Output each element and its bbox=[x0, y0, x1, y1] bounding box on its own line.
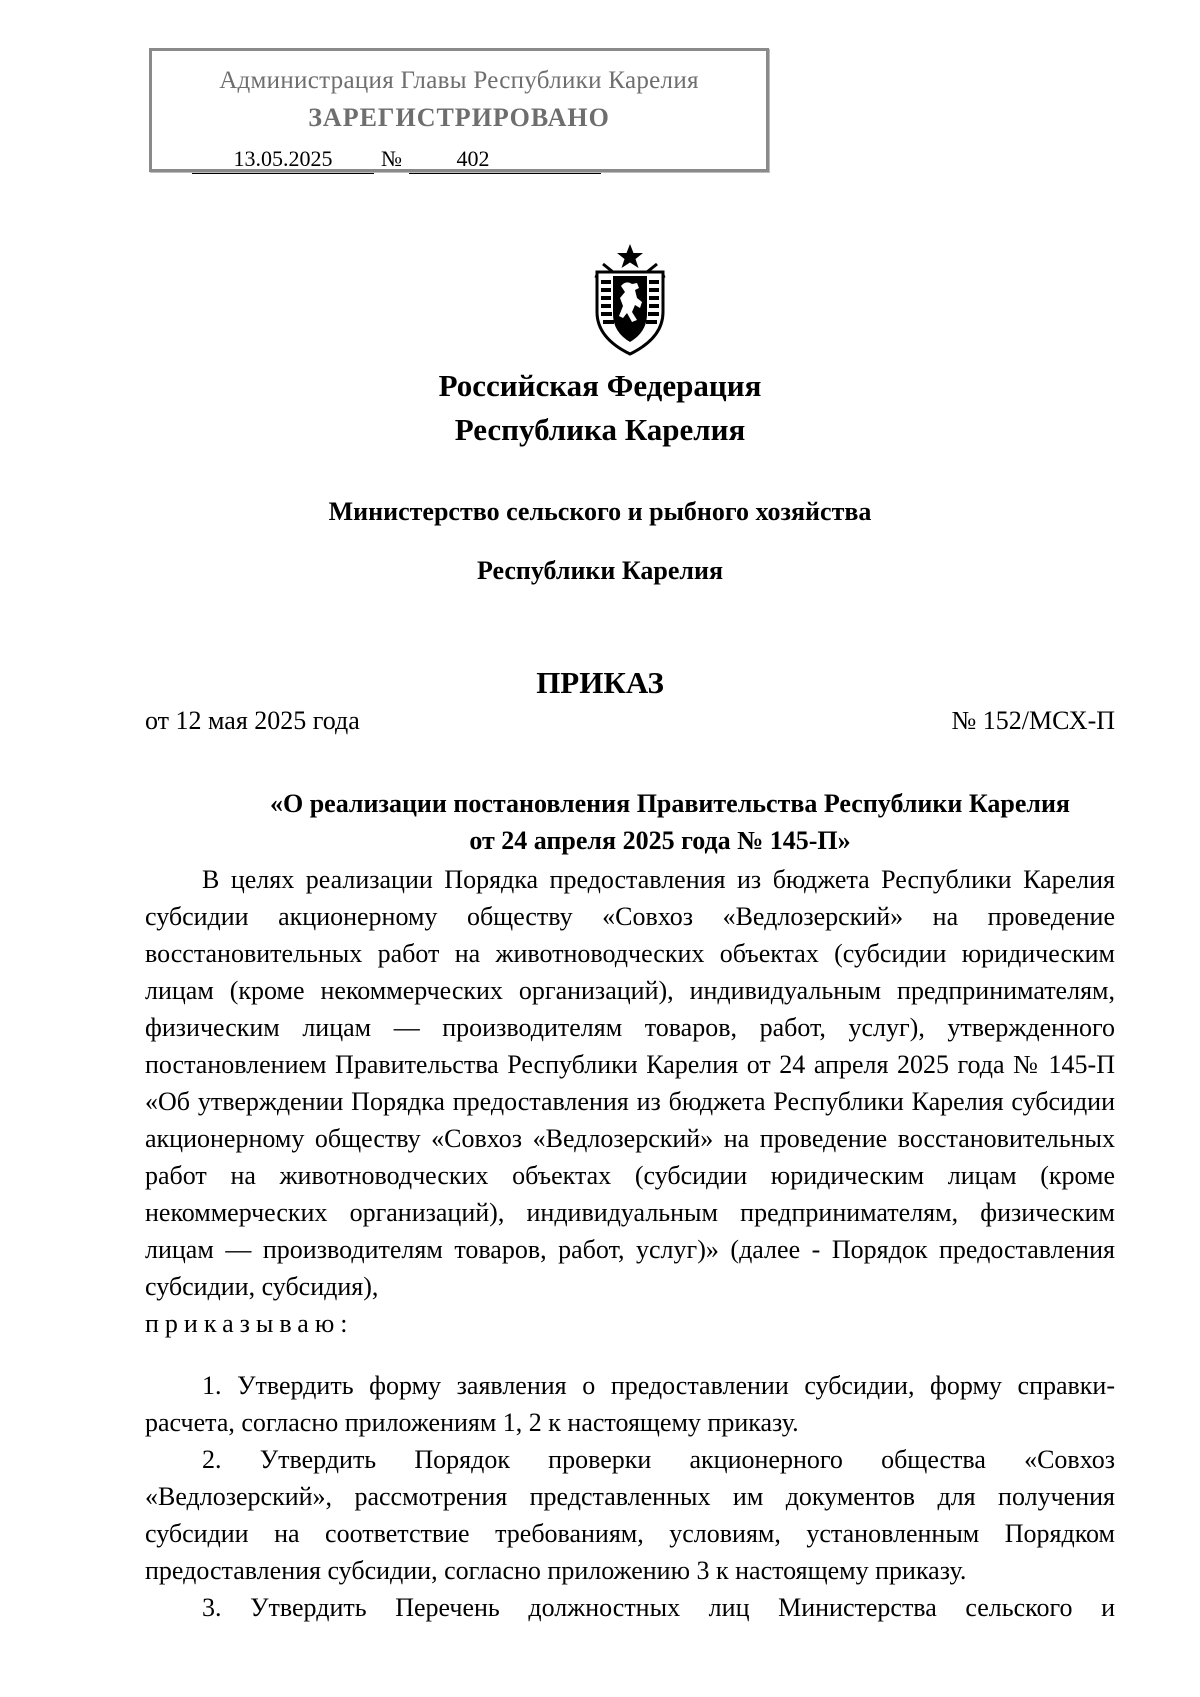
order-word: приказываю: bbox=[145, 1309, 354, 1338]
subject-line1: «О реализации постановления Правительства Республики Карелия bbox=[269, 789, 1070, 818]
item-number: 1. bbox=[202, 1371, 222, 1400]
karelia-coat-of-arms-icon bbox=[585, 242, 675, 356]
preamble-text: В целях реализации Порядка предоставления из бюджета Республики Карелия субсидии акционерному обществу «Совхоз «Ведлозерский» на проведение восстановительных работ на животноводческих объектах (субсидии юридическим лицам (кроме некоммерческих организаций), индивидуальным предпринимателям, физическим лицам — производителям товаров, работ, услуг), утвержденного постановлением Правительства Республики Карелия от 24 апреля 2025 года № 145-П «Об утверждении Порядка предоставления из бюджета Республики Карелия субсидии акционерному обществу «Совхоз «Ведлозерский» на проведение восстановительных работ на животноводческих объектах (субсидии юридическим лицам (кроме некоммерческих организаций), индивидуальным предпринимателям, физическим лицам — производителям товаров, работ, услуг)» (далее - Порядок предоставления субсидии, субсидия), bbox=[145, 865, 1115, 1301]
subject-line2: от 24 апреля 2025 года № 145-П» bbox=[469, 826, 851, 855]
item-number: 3. bbox=[202, 1593, 222, 1622]
document-type-heading: ПРИКАЗ bbox=[536, 665, 664, 700]
order-number: № 152/МСХ-П bbox=[951, 706, 1115, 735]
stamp-date: 13.05.2025 bbox=[233, 146, 333, 171]
list-item bbox=[145, 1589, 1115, 1626]
stamp-number: 402 bbox=[456, 146, 490, 171]
country-heading: Российская Федерация bbox=[438, 368, 762, 403]
item-text: Утвердить Перечень должностных лиц Министерства сельского и bbox=[250, 1593, 1116, 1622]
order-meta-row bbox=[145, 706, 1115, 736]
item-text: Утвердить форму заявления о предоставлении субсидии, форму справки-расчета, согласно приложениям 1, 2 к настоящему приказу. bbox=[145, 1371, 1115, 1437]
stamp-number-sign: № bbox=[381, 146, 402, 171]
ministry-heading-line1: Министерство сельского и рыбного хозяйства bbox=[328, 497, 872, 526]
list-item bbox=[145, 1441, 1115, 1589]
order-date: от 12 мая 2025 года bbox=[145, 706, 360, 735]
ministry-heading-line2: Республики Карелия bbox=[476, 556, 724, 585]
stamp-organization: Администрация Главы Республики Карелия bbox=[219, 67, 699, 94]
stamp-title: ЗАРЕГИСТРИРОВАНО bbox=[308, 103, 610, 132]
list-item bbox=[145, 1367, 1115, 1441]
region-heading: Республика Карелия bbox=[454, 412, 746, 447]
registration-stamp bbox=[149, 48, 769, 172]
preamble-paragraph bbox=[145, 861, 1115, 1342]
item-number: 2. bbox=[202, 1445, 222, 1474]
item-text: Утвердить Порядок проверки акционерного общества «Совхоз «Ведлозерский», рассмотрения представленных им документов для получения субсидии на соответствие требованиям, условиям, установленным Порядком предоставления субсидии, согласно приложению 3 к настоящему приказу. bbox=[145, 1445, 1115, 1585]
